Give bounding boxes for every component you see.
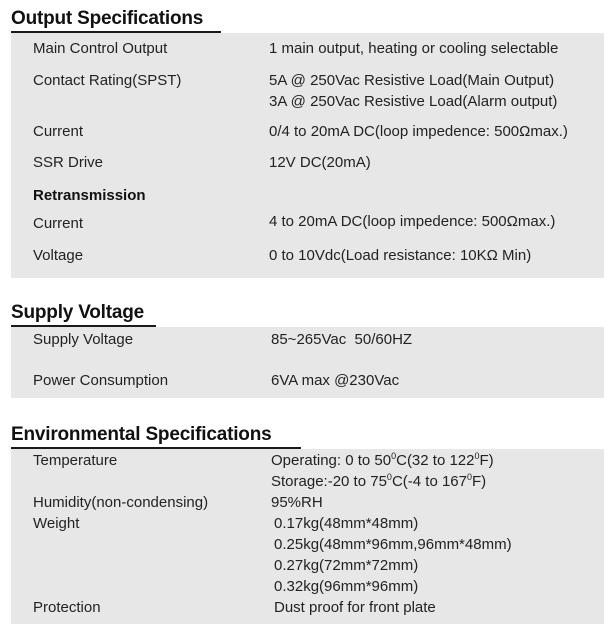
supply-voltage-value: 85~265Vac 50/60HZ — [271, 331, 413, 348]
humidity-label: Humidity(non-condensing) — [33, 494, 209, 511]
temperature-storage-value: Storage:-20 to $75^0C(-4$ to $167^0F$) — [271, 472, 487, 490]
main-control-output-value: 1 main output, heating or cooling selectable — [269, 40, 559, 57]
output-specifications-title: Output Specifications — [11, 8, 204, 29]
retransmission-voltage-label: Voltage — [33, 247, 84, 264]
supply-voltage-heading — [11, 302, 144, 324]
temperature-label: Temperature — [33, 452, 118, 469]
supply-voltage-label: Supply Voltage — [33, 331, 134, 348]
weight-value-48x48: 0.17kg(48mm*48mm) — [274, 515, 419, 532]
current-value: 0/4 to 20mA DC(loop impedence: 500Ωmax.) — [269, 123, 568, 140]
power-consumption-label: Power Consumption — [33, 372, 169, 389]
humidity-value: 95%RH — [271, 494, 323, 511]
protection-value: Dust proof for front plate — [274, 599, 436, 616]
supply-voltage-title: Supply Voltage — [11, 302, 145, 323]
contact-rating-value-alarm: 3A @ 250Vac Resistive Load(Alarm output) — [269, 93, 558, 110]
current-label: Current — [33, 123, 84, 140]
weight-label: Weight — [33, 515, 80, 532]
contact-rating-value-main: 5A @ 250Vac Resistive Load(Main Output) — [269, 72, 555, 89]
ssr-drive-label: SSR Drive — [33, 154, 104, 171]
output-specifications-heading — [11, 8, 203, 30]
temperature-operating-value: Operating: 0 to $50^0C(32$ to $122^0F$) — [271, 451, 494, 469]
retransmission-voltage-value: 0 to 10Vdc(Load resistance: 10KΩ Min) — [269, 247, 532, 264]
weight-value-96x96: 0.32kg(96mm*96mm) — [274, 578, 419, 595]
environmental-specifications-heading — [11, 424, 271, 446]
weight-value-72x72: 0.27kg(72mm*72mm) — [274, 557, 419, 574]
retransmission-heading: Retransmission — [33, 187, 146, 204]
main-control-output-label: Main Control Output — [33, 40, 168, 57]
power-consumption-value: 6VA max @230Vac — [271, 372, 400, 389]
contact-rating-label: Contact Rating(SPST) — [33, 72, 182, 89]
ssr-drive-value: 12V DC(20mA) — [269, 154, 371, 171]
weight-value-48x96: 0.25kg(48mm*96mm,96mm*48mm) — [274, 536, 512, 553]
environmental-specifications-title: Environmental Specifications — [11, 424, 272, 445]
retransmission-current-label: Current — [33, 215, 84, 232]
retransmission-current-value: 4 to 20mA DC(loop impedence: 500Ωmax.) — [269, 213, 556, 230]
protection-label: Protection — [33, 599, 101, 616]
